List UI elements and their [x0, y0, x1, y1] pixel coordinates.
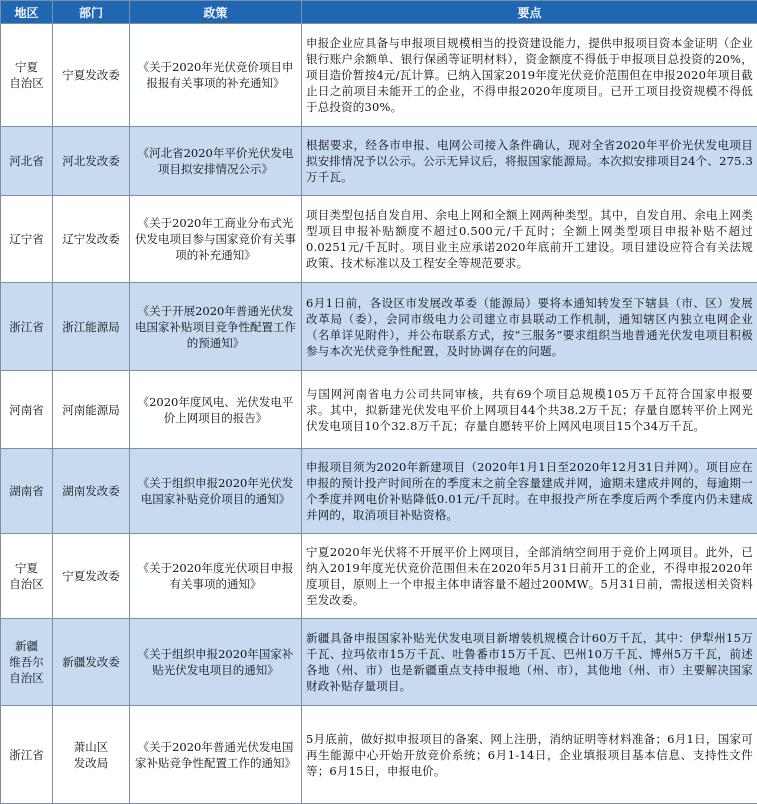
table-row: [1, 706, 757, 804]
dept-cell: 湖南发改委: [53, 449, 130, 534]
region-cell: 辽宁省: [1, 196, 53, 283]
dept-cell: 宁夏发改委: [53, 534, 130, 619]
dept-cell: 萧山区 发改局: [53, 706, 130, 804]
points-cell: 申报项目须为2020年新建项目（2020年1月1日至2020年12月31日并网）。项目应在申报的预计投产时间所在的季度末之前全容量建成并网，逾期未建成并网的，每逾期一个季度并网电价补贴降低0.01元/千瓦时。在申报投产所在季度后两个季度内仍未建成并网的，取消项目补贴资格。: [302, 449, 757, 534]
points-cell: 项目类型包括自发自用、余电上网和全额上网两种类型。其中，自发自用、余电上网类型项目申报补贴额度不超过0.500元/千瓦时；全额上网类型项目申报补贴不超过0.0251元/千瓦时。项目业主应承诺2020年底前开工建设。项目建设应符合有关法规政策、技术标准以及工程安全等规范要求。: [302, 196, 757, 283]
points-cell: 宁夏2020年光伏将不开展平价上网项目，全部消纳空间用于竞价上网项目。此外，已纳入2019年度光伏竞价范围但未在2020年5月31日前开工的企业，不得申报2020年度项目，原则上一个申报主体申请容量不超过200MW。5月31日前，需报送相关资料至发改委。: [302, 534, 757, 619]
region-cell: 宁夏 自治区: [1, 534, 53, 619]
table-row: [1, 24, 757, 127]
header-dept: 部门: [53, 1, 130, 24]
table-row: [1, 371, 757, 449]
points-cell: 5月底前，做好拟申报项目的备案、网上注册，消纳证明等材料准备；6月1日，国家可再生能源中心开始开放竞价系统；6月1-14日，企业填报项目基本信息、支持性文件等；6月15日，申报电价。: [302, 706, 757, 804]
header-policy: 政策: [130, 1, 302, 24]
points-cell: 申报企业应具备与申报项目规模相当的投资建设能力，提供申报项目资本金证明（企业银行账户余额单、银行保函等证明材料），资金额度不得低于申报项目总投资的20%，项目造价暂按4元/瓦计算。已纳入国家2019年度光伏竞价范围但在申报2020年项目截止日之前项目未能开工的企业，不得申报2020年度项目。已开工项目投资规模不得低于总投资的30%。: [302, 24, 757, 127]
region-cell: 湖南省: [1, 449, 53, 534]
policy-cell: 《河北省2020年平价光伏发电项目拟安排情况公示》: [130, 127, 302, 196]
policy-cell: 《关于2020年工商业分布式光伏发电项目参与国家竞价有关事项的补充通知》: [130, 196, 302, 283]
region-cell: 河北省: [1, 127, 53, 196]
dept-cell: 浙江能源局: [53, 283, 130, 371]
points-cell: 6月1日前，各设区市发展改革委（能源局）要将本通知转发至下辖县（市、区）发展改革局（委），会同市级电力公司建立市县联动工作机制，通知辖区内独立电网企业（名单详见附件），并公布联系方式，按“三服务”要求组织当地普通光伏发电项目积极参与本次光伏竞争性配置，及时协调存在的问题。: [302, 283, 757, 371]
points-cell: 与国网河南省电力公司共同审核，共有69个项目总规模105万千瓦符合国家申报要求。其中，拟新建光伏发电平价上网项目44个共38.2万千瓦；存量自愿转平价上网光伏发电项目10个32.8万千瓦；存量自愿转平价上网风电项目15个34万千瓦。: [302, 371, 757, 449]
header-region: 地区: [1, 1, 53, 24]
dept-cell: 辽宁发改委: [53, 196, 130, 283]
policy-cell: 《2020年度风电、光伏发电平价上网项目的报告》: [130, 371, 302, 449]
region-cell: 宁夏 自治区: [1, 24, 53, 127]
table-row: [1, 127, 757, 196]
table-row: [1, 283, 757, 371]
policy-cell: 《关于组织申报2020年国家补贴光伏发电项目的通知》: [130, 619, 302, 706]
points-cell: 新疆具备申报国家补贴光伏发电项目新增装机规模合计60万千瓦，其中：伊犁州15万千瓦、拉玛依市15万千瓦、吐鲁番市15万千瓦、巴州10万千瓦、博州5万千瓦，前述各地（州、市）也是新疆重点支持申报地（州、市），其他地（州、市）主要解决国家财政补贴存量项目。: [302, 619, 757, 706]
dept-cell: 宁夏发改委: [53, 24, 130, 127]
table-row: [1, 619, 757, 706]
table-row: [1, 449, 757, 534]
policy-cell: 《关于2020年度光伏项目申报有关事项的通知》: [130, 534, 302, 619]
policy-cell: 《关于2020年普通光伏发电国家补贴竞争性配置工作的通知》: [130, 706, 302, 804]
table-header-row: [1, 1, 757, 24]
policy-cell: 《关于2020年光伏竞价项目申报报有关事项的补充通知》: [130, 24, 302, 127]
points-cell: 根据要求，经各市申报、电网公司接入条件确认，现对全省2020年平价光伏发电项目拟安排情况予以公示。公示无异议后，将报国家能源局。本次拟安排项目24个、275.3万千瓦。: [302, 127, 757, 196]
table-row: [1, 196, 757, 283]
policy-cell: 《关于开展2020年普通光伏发电国家补贴项目竞争性配置工作的预通知》: [130, 283, 302, 371]
table-row: [1, 534, 757, 619]
header-points: 要点: [302, 1, 757, 24]
region-cell: 浙江省: [1, 706, 53, 804]
region-cell: 河南省: [1, 371, 53, 449]
region-cell: 新疆 维吾尔 自治区: [1, 619, 53, 706]
dept-cell: 河南能源局: [53, 371, 130, 449]
dept-cell: 河北发改委: [53, 127, 130, 196]
region-cell: 浙江省: [1, 283, 53, 371]
policy-cell: 《关于组织申报2020年光伏发电国家补贴竞价项目的通知》: [130, 449, 302, 534]
dept-cell: 新疆发改委: [53, 619, 130, 706]
